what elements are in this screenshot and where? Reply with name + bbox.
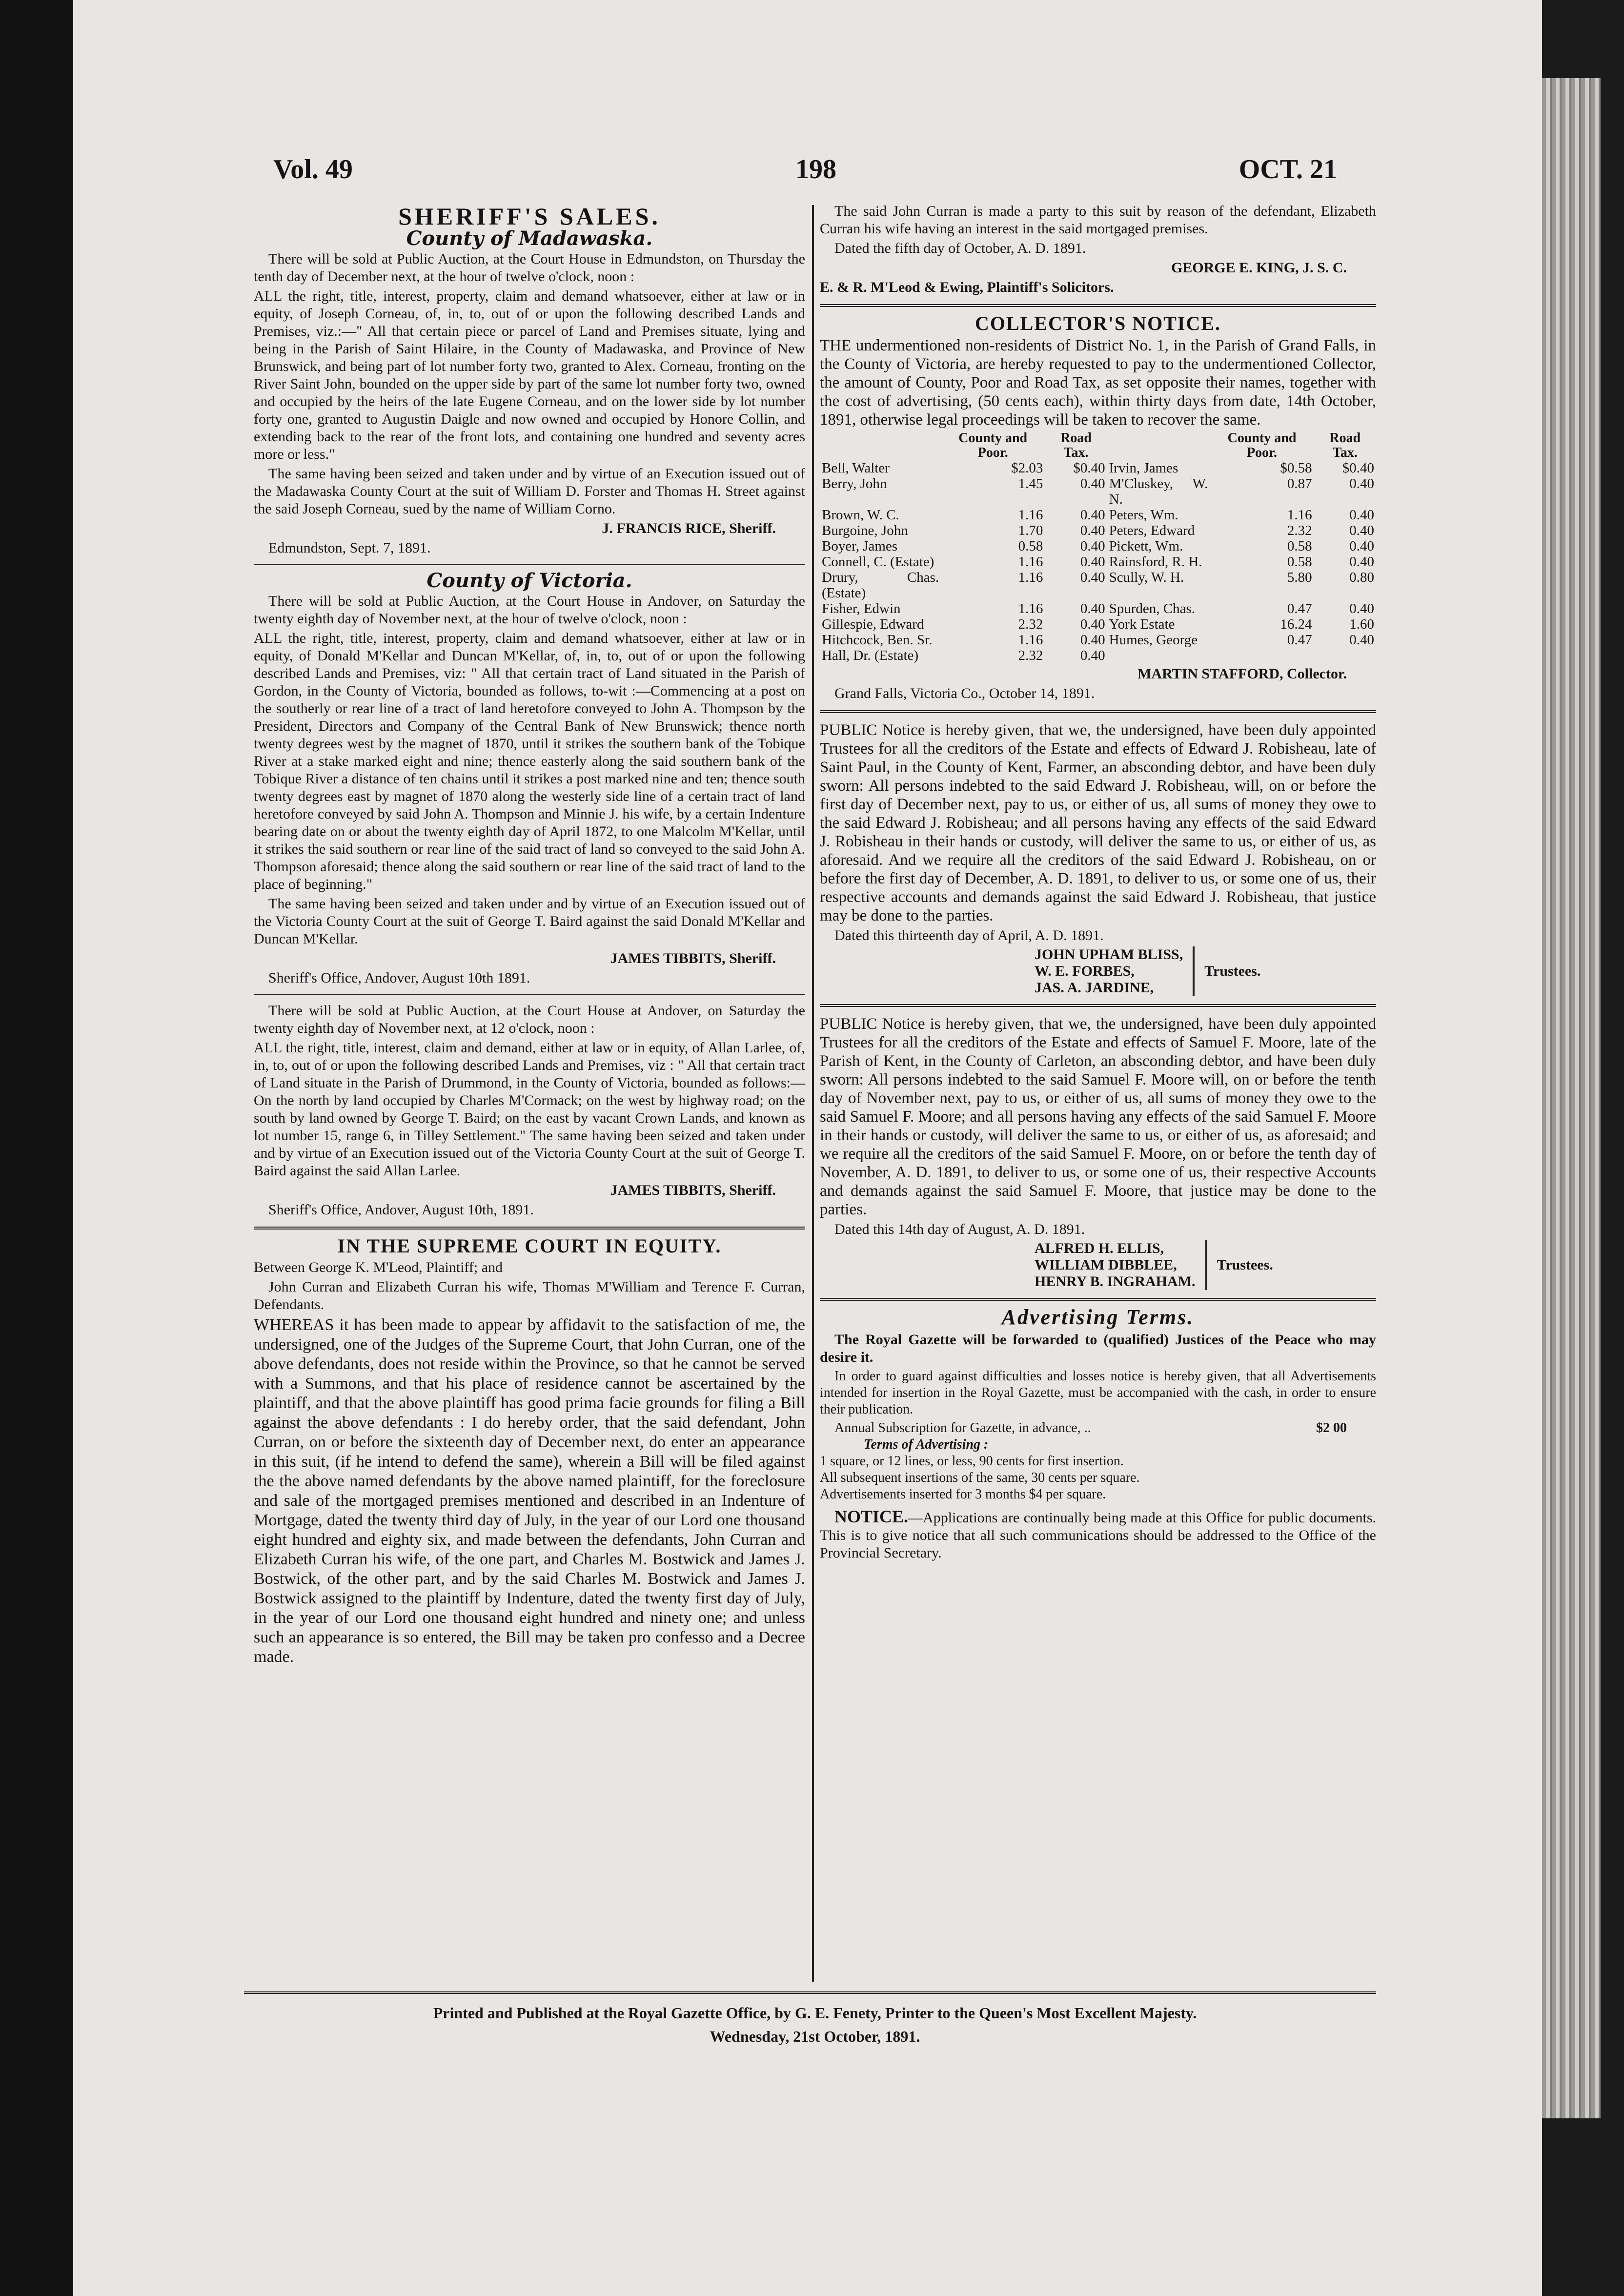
tax-cell-road [1314,648,1376,663]
footer-rule [244,1991,1376,1994]
tax-cell-county: 1.16 [1018,632,1043,648]
tax-cell-road: 0.40 [1349,523,1374,538]
madawaska-seizure: The same having been seized and taken under and by virtue of an Execution issued out of the Madawaska County Court at the suit of William D. Forster and Thomas H. Street against the said Joseph Corneau, sued by the name of William Corno. [254,466,805,517]
tax-cell-county: 0.47 [1287,601,1312,616]
tax-cell-road: 0.40 [1080,554,1105,570]
robisheau-notice-body: PUBLIC Notice is hereby given, that we, the undersigned, have been duly appointed Trustees for all the creditors of the Estate and effects of Edward J. Robisheau, late of Saint Paul, in the County of Kent, Farmer, an absconding debtor, and have been duly sworn: All persons indebted to the said Edward J. Robisheau, will, on or before the first day of December next, pay to us, or either of us, all sums of money they owe to the said Edward J. Robisheau; and all persons having any effects of the said Edward J. Robisheau in their hands or custody, will deliver the same to us, or either of us, as aforesaid. And we require all the creditors of the said Edward J. Robisheau, on or before the first day of December, A. D. 1891, to deliver to us, or some one of us, their respective accounts and demands against the said Edward J. Robisheau, that justice may be done to the parties. [820,721,1376,924]
tax-cell-county: 1.16 [1287,507,1312,523]
tax-cell-road: 0.40 [1080,570,1105,585]
collector-signature: MARTIN STAFFORD, Collector. [1137,666,1347,682]
collectors-notice-title: COLLECTOR'S NOTICE. [974,312,1221,334]
terms-line: 1 square, or 12 lines, or less, 90 cents for first insertion. [820,1454,1124,1469]
tax-cell-road: 0.40 [1349,632,1374,648]
tax-cell-road: 0.40 [1080,507,1105,523]
table-row [820,476,1376,507]
victoria2-dateline: Sheriff's Office, Andover, August 10th, 1891. [268,1202,534,1218]
tax-cell-county: 2.32 [1018,648,1043,663]
tax-cell-name: Connell, C. (Estate) [822,554,934,570]
rule [820,304,1376,307]
table-row [820,460,1376,476]
tax-cell-name: Drury, Chas. (Estate) [822,570,939,601]
table-row [820,601,1376,616]
right-column [820,203,1376,1564]
trustees-label: Trustees. [1217,1257,1273,1273]
victoria2-intro: There will be sold at Public Auction, at the Court House at Andover, on Saturday the twenty eighth day of November next, at 12 o'clock, noon : [254,1003,805,1036]
tax-cell-name: Boyer, James [822,538,898,554]
trustee-name: WILLIAM DIBBLEE, [1035,1257,1177,1273]
table-row [820,632,1376,648]
madawaska-intro: There will be sold at Public Auction, at the Court House in Edmundston, on Thursday the tenth day of December next, at the hour of twelve o'clock, noon : [254,251,805,285]
trustee-name: ALFRED H. ELLIS, [1035,1240,1164,1256]
page-footer [254,2001,1376,2048]
tax-cell-county: 0.47 [1287,632,1312,648]
madawaska-sheriff-signature: J. FRANCIS RICE, Sheriff. [602,520,776,536]
tax-cell-road: 0.40 [1080,523,1105,538]
issue-date: OCT. 21 [1238,154,1337,184]
tax-cell-name: York Estate [1109,616,1175,632]
trustee-name: HENRY B. INGRAHAM. [1035,1273,1196,1290]
trustee-name: JOHN UPHAM BLISS, [1035,946,1183,963]
page-header [273,154,1337,193]
madawaska-dateline: Edmundston, Sept. 7, 1891. [268,540,431,556]
trustee-name: W. E. FORBES, [1035,963,1135,979]
county-madawaska-heading: County of Madawaska. [406,227,653,250]
equity-dated: Dated the fifth day of October, A. D. 1891. [834,240,1086,256]
volume-label: Vol. 49 [273,154,353,184]
tax-cell-road: 0.40 [1080,648,1105,663]
tax-cell-county: 5.80 [1287,570,1312,585]
tax-cell-name: Peters, Wm. [1109,507,1178,523]
tax-cell-name: Gillespie, Edward [822,616,924,632]
page-stack-edge [1542,78,1601,2118]
tax-cell-road: 0.80 [1349,570,1374,585]
terms-heading: Terms of Advertising : [864,1437,989,1452]
tax-cell-name: Burgoine, John [822,523,908,538]
equity-solicitors: E. & R. M'Leod & Ewing, Plaintiff's Solicitors. [820,279,1114,295]
tax-cell-name: Bell, Walter [822,460,890,476]
equity-party-reason: The said John Curran is made a party to this suit by reason of the defendant, Elizabeth Curran his wife having an interest in the said mortgaged premises. [820,203,1376,237]
tax-cell-county: 1.70 [1018,523,1043,538]
table-row [820,538,1376,554]
tax-cell-name: Spurden, Chas. [1109,601,1196,616]
moore-trustees [1035,1240,1376,1290]
terms-line: Advertisements inserted for 3 months $4 per square. [820,1487,1106,1502]
equity-title: IN THE SUPREME COURT IN EQUITY. [337,1235,722,1257]
tax-table [820,431,1376,663]
terms-line: All subsequent insertions of the same, 30 cents per square. [820,1470,1140,1485]
table-row [820,523,1376,538]
collector-dateline: Grand Falls, Victoria Co., October 14, 1891. [834,685,1095,701]
tax-cell-name: Pickett, Wm. [1109,538,1183,554]
collectors-notice-body: THE undermentioned non-residents of District No. 1, in the Parish of Grand Falls, in the County of Victoria, are hereby requested to pay to the undermentioned Collector, the amount of County, Poor and Road Tax, as set opposite their names, together with the cost of advertising, (50 cents each), within thirty days from date, 14th October, 1891, otherwise legal proceedings will be taken to recover the same. [820,337,1376,429]
tax-cell-name: Scully, W. H. [1109,570,1184,585]
tax-cell-name: Humes, George [1109,632,1198,648]
victoria-intro: There will be sold at Public Auction, at the Court House in Andover, on Saturday the twenty eighth day of November next, at the hour of twelve o'clock, noon : [254,593,805,627]
tax-cell-name: Brown, W. C. [822,507,899,523]
subscription-label: Annual Subscription for Gazette, in advance, .. [834,1420,1091,1435]
rule [254,564,805,565]
tax-cell-name: M'Cluskey, W. N. [1109,476,1208,507]
rule [254,1227,805,1230]
madawaska-description: ALL the right, title, interest, property, claim and demand whatsoever, either at law or in equity, of Joseph Corneau, of, in, to, out of or upon the following described Lands and Premises, viz.:—" All that certain piece or parcel of Land and Premises situate, lying and being in the Parish of Saint Hilaire, in the County of Madawaska, and Province of New Brunswick, and being part of lot number forty two, granted to Alex. Corneau, fronting on the River Saint John, bounded on the upper side by part of the same lot number forty two, owned and occupied by the heirs of the late Eugene Corneau, and on the lower side by lot number forty one, granted to Augustin Daigle and now owned and occupied by Honore Collin, and extending back to the rear of the front lots, and containing one hundred and seventy acres more or less." [254,288,805,462]
victoria-dateline: Sheriff's Office, Andover, August 10th 1891. [268,970,530,986]
page-number: 198 [795,154,836,184]
tax-cell-county: $0.58 [1280,460,1312,476]
tax-table-body [820,460,1376,663]
moore-notice-dated: Dated this 14th day of August, A. D. 1891. [834,1221,1085,1237]
advertising-terms-title: Advertising Terms. [1001,1305,1195,1329]
tax-cell-county: 0.87 [1287,476,1312,492]
tax-cell-county: 1.16 [1018,601,1043,616]
tax-cell-road: 0.40 [1080,632,1105,648]
rule [820,1298,1376,1301]
advertising-justices: The Royal Gazette will be forwarded to (qualified) Justices of the Peace who may desire it. [820,1332,1376,1365]
col-road-tax: Road Tax. [1060,430,1092,460]
printer-imprint: Printed and Published at the Royal Gazette Office, by G. E. Fenety, Printer to the Queen's Most Excellent Majesty. [433,2004,1197,2022]
victoria-description: ALL the right, title, interest, property, claim and demand whatsoever, either at law or in equity, of Donald M'Kellar and Duncan M'Kellar, of, in, to, out of or upon the following described Lands and Premises, viz: " All that certain tract of Land situated in the Parish of Gordon, in the County of Victoria, bounded as follows, to-wit :—Commencing at a post on the southerly or rear line of a tract of land heretofore conveyed to John A. Thompson by the President, Directors and Company of the Central Bank of New Brunswick; thence north twenty degrees west by the magnet of 1870, until it strikes the southern bank of the Tobique River at a stake marked eight and nine; thence easterly along the said southern bank of the Tobique River a distance of ten chains until it strikes a post marked nine and ten; thence south twenty degrees east by magnet of 1870 along the westerly side line of a certain tract of land heretofore conveyed by said John A. Thompson and Minnie J. his wife, by a certain Indenture bearing date on or about the twenty eighth day of April 1872, to one Malcolm M'Kellar, until it strikes the said southern or rear line of the said tract of land so conveyed to the said John A. Thompson aforesaid; thence along the said southern or rear line of the said tract of land to the place of beginning." [254,630,805,892]
robisheau-trustees [1035,946,1376,996]
table-row [820,570,1376,601]
moore-notice-body: PUBLIC Notice is hereby given, that we, the undersigned, have been duly appointed Trustees for all the creditors of the Estate and effects of Samuel F. Moore, late of the Parish of Kent, in the County of Carleton, an absconding debtor, and have been duly sworn: All persons indebted to the said Samuel F. Moore will, on or before the tenth day of November next, pay to us, or either of us, all sums of money they owe to the said Samuel F. Moore; and all persons having any effects of the said Samuel F. Moore in their hands or custody, will deliver the same to us, or either of us, as aforesaid; and we require all the creditors of the said Samuel F. Moore, on or before the tenth day of November, A. D. 1891, to deliver to us, or some one of us, their respective Accounts and demands against the said Samuel F. Moore, that justice may be done to the parties. [820,1015,1376,1218]
tax-cell-county: 0.58 [1287,538,1312,554]
tax-cell-name: Rainsford, R. H. [1109,554,1202,570]
victoria-sheriff-signature: JAMES TIBBITS, Sheriff. [610,950,776,966]
tax-table-header [820,431,1376,460]
tax-cell-name: Fisher, Edwin [822,601,901,616]
notice-heading: NOTICE. [834,1507,909,1526]
advertising-cash-notice: In order to guard against difficulties and losses notice is hereby given, that all Advertisements intended for insertion in the Royal Gazette, must be accompanied with the cash, in order to ensure their publication. [820,1369,1376,1417]
tax-cell-road: 1.60 [1349,616,1374,632]
tax-cell-county: 16.24 [1280,616,1312,632]
tax-cell-road: 0.40 [1349,476,1374,492]
tax-cell-name: Peters, Edward [1109,523,1195,538]
column-divider [812,205,814,1982]
provincial-notice [820,1508,1376,1562]
subscription-price: $2 00 [1316,1420,1347,1435]
tax-cell-road: $0.40 [1342,460,1374,476]
equity-parties-defendants: John Curran and Elizabeth Curran his wife, Thomas M'William and Terence F. Curran, Defendants. [254,1279,805,1312]
rule [820,710,1376,713]
table-row [820,648,1376,663]
tax-cell-county: 2.32 [1287,523,1312,538]
tax-cell-name: Hitchcock, Ben. Sr. [822,632,933,648]
tax-cell-road: 0.40 [1349,601,1374,616]
victoria2-sheriff-signature: JAMES TIBBITS, Sheriff. [610,1182,776,1198]
tax-cell-county: 0.58 [1018,538,1043,554]
subscription-line [820,1420,1376,1436]
notice-body: —Applications are continually being made at this Office for public documents. This is to give notice that all such communications should be addressed to the Office of the Provincial Secretary. [820,1510,1376,1561]
table-row [820,554,1376,570]
victoria-seizure: The same having been seized and taken under and by virtue of an Execution issued out of the Victoria County Court at the suit of George T. Baird against the said Donald M'Kellar and Duncan M'Kellar. [254,896,805,947]
tax-cell-road: 0.40 [1349,554,1374,570]
tax-cell-county [1210,648,1314,663]
table-row [820,616,1376,632]
trustee-name: JAS. A. JARDINE, [1035,980,1154,996]
col-road-tax: Road Tax. [1329,430,1361,460]
tax-cell-name [1107,648,1210,663]
trustees-label: Trustees. [1204,963,1261,979]
tax-cell-county: $2.03 [1011,460,1043,476]
publication-date: Wednesday, 21st October, 1891. [710,2028,920,2045]
tax-cell-county: 0.58 [1287,554,1312,570]
tax-cell-road: 0.40 [1080,476,1105,492]
rule [254,994,805,995]
sheriffs-sales-title: SHERIFF'S SALES. [398,203,661,230]
tax-cell-road: $0.40 [1073,460,1105,476]
tax-cell-road: 0.40 [1349,538,1374,554]
equity-judge-signature: GEORGE E. KING, J. S. C. [1171,260,1347,276]
equity-parties-plaintiff: Between George K. M'Leod, Plaintiff; and [254,1259,503,1275]
col-county-poor: County and Poor. [1227,430,1297,460]
tax-cell-county: 1.16 [1018,570,1043,585]
tax-cell-name: Irvin, James [1109,460,1178,476]
tax-cell-name: Berry, John [822,476,887,492]
col-county-poor: County and Poor. [958,430,1028,460]
robisheau-notice-dated: Dated this thirteenth day of April, A. D. 1891. [834,927,1104,943]
tax-cell-county: 1.16 [1018,554,1043,570]
rule [820,1004,1376,1007]
tax-cell-name: Hall, Dr. (Estate) [822,648,919,663]
tax-cell-road: 0.40 [1080,601,1105,616]
tax-cell-road: 0.40 [1349,507,1374,523]
tax-cell-county: 1.16 [1018,507,1043,523]
left-column [254,203,805,1669]
equity-order-body: WHEREAS it has been made to appear by affidavit to the satisfaction of me, the undersigned, one of the Judges of the Supreme Court, that John Curran, one of the above defendants, does not reside within the Province, so that he cannot be served with a Summons, and that his place of residence cannot be ascertained by the plaintiff, and that the above plaintiff has good prima facie grounds for filing a Bill against the above defendants : I do hereby order, that the said defendant, John Curran, on or before the sixteenth day of December next, do enter an appearance in this suit, (if he intend to defend the same), wherein a Bill will be filed against the the above named defendants by the above named plaintiff, for the foreclosure and sale of the mortgaged premises mentioned and described in an Indenture of Mortgage, dated the twenty third day of July, in the year of our Lord one thousand eight hundred and eighty six, and made between the defendants, John Curran and Elizabeth Curran his wife, of the one part, and Charles M. Bostwick and James J. Bostwick, of the other part, and by the said Charles M. Bostwick and James J. Bostwick assigned to the plaintiff by Indenture, dated the twenty first day of July, in the year of our Lord one thousand eight hundred and ninety one; and unless such an appearance is so entered, the Bill may be taken pro confesso and a Decree made. [254,1316,805,1666]
tax-cell-road: 0.40 [1080,538,1105,554]
victoria2-description: ALL the right, title, interest, claim and demand, either at law or in equity, of Allan Larlee, of, in, to, out of or upon the following described Lands and Premises, viz : " All that certain tract of Land situate in the Parish of Drummond, in the County of Victoria, bounded as follows:—On the north by land occupied by Charles M'Cormack; on the west by highway road; on the south by land owned by George T. Baird; on the east by vacant Crown Lands, and known as lot number 15, range 6, in Tilley Settlement." The same having been seized and taken under and by virtue of an Execution issued out of the Victoria County Court at the suit of George T. Baird against the said Allan Larlee. [254,1040,805,1179]
tax-cell-county: 1.45 [1018,476,1043,492]
scan-background-left [0,0,73,2296]
tax-cell-county: 2.32 [1018,616,1043,632]
table-row [820,507,1376,523]
tax-cell-road: 0.40 [1080,616,1105,632]
county-victoria-heading: County of Victoria. [426,569,632,592]
